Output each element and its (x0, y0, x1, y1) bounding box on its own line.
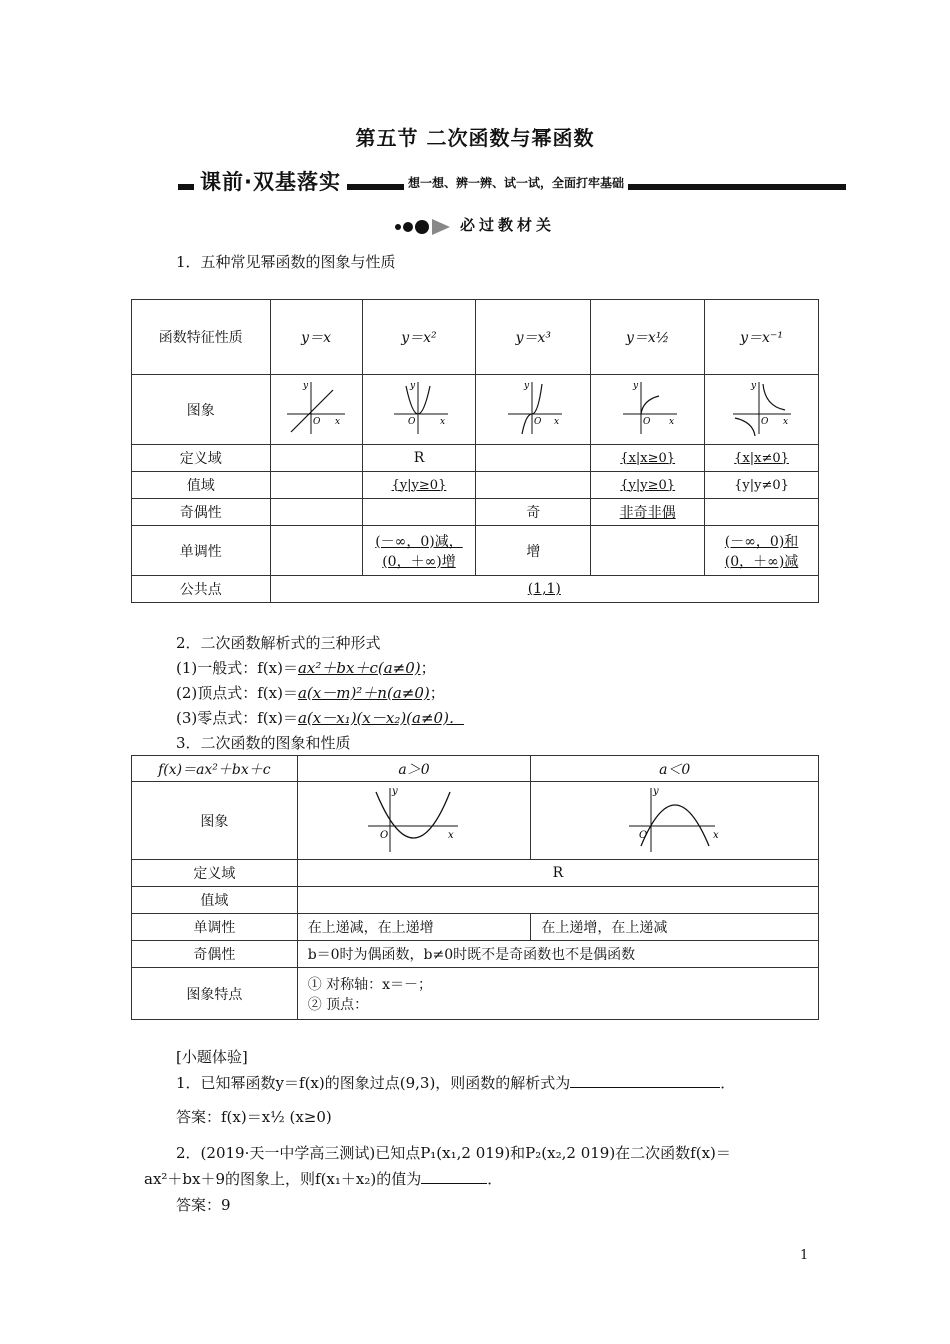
row-label-domain: 定义域 (132, 445, 271, 472)
svg-text:O: O (642, 416, 651, 427)
svg-text:y: y (409, 380, 416, 391)
svg-text:x: x (439, 416, 446, 427)
svg-text:y: y (303, 380, 309, 391)
form-general: (1)一般式：f(x)＝ax²＋bx＋c(a≠0)； (176, 659, 436, 677)
quad-domain-label: 定义域 (132, 860, 298, 887)
quad-range-value (297, 887, 818, 914)
parity-x2 (362, 499, 476, 526)
graph-hyperbola (727, 378, 797, 438)
mono-x2-line1: (－∞，0)减， (375, 533, 463, 550)
quadratic-table (131, 755, 819, 1020)
question-2-line2: ax²＋bx＋9的图象上，则f(x₁＋x₂)的值为 ． (144, 1170, 503, 1188)
row-label-parity: 奇偶性 (132, 499, 271, 526)
svg-text:O: O (638, 829, 647, 841)
col-a-pos: a＞0 (297, 756, 531, 782)
mono-x2 (362, 526, 476, 576)
svg-text:O: O (534, 416, 542, 427)
svg-text:x: x (335, 416, 341, 427)
graph-sqrt-curve (613, 378, 683, 438)
mono-inv (705, 526, 819, 576)
domain-x2: R (362, 445, 476, 472)
range-x (270, 472, 362, 499)
quad-range-label: 值域 (132, 887, 298, 914)
domain-x (270, 445, 362, 472)
feature-vertex: ② 顶点： (307, 996, 369, 1013)
func-inv: y＝x⁻¹ (705, 300, 819, 375)
common-point: (1,1) (270, 576, 818, 603)
domain-sqrt: {x|x≥0} (591, 445, 705, 472)
svg-text:y: y (652, 785, 659, 797)
svg-text:y: y (750, 380, 756, 391)
mono-sqrt (591, 526, 705, 576)
range-sqrt: {y|y≥0} (591, 472, 705, 499)
quad-parity-value: b＝0时为偶函数，b≠0时既不是奇函数也不是偶函数 (297, 941, 818, 968)
func-x2: y＝x² (362, 300, 476, 375)
graph-x (270, 375, 362, 445)
svg-text:O: O (407, 416, 416, 427)
svg-text:O: O (760, 416, 768, 427)
domain-inv: {x|x≠0} (705, 445, 819, 472)
q1-blank (570, 1087, 720, 1088)
item3-heading: 3．二次函数的图象和性质 (176, 734, 351, 752)
quad-graph-label: 图象 (132, 782, 298, 860)
banner-sub: 想一想、辨一辨、试一试，全面打牢基础 (404, 174, 628, 191)
graph-linear (281, 378, 351, 438)
graph-cubic (498, 378, 568, 438)
quad-mono-label: 单调性 (132, 914, 298, 941)
quad-parity-label: 奇偶性 (132, 941, 298, 968)
row-label-range: 值域 (132, 472, 271, 499)
parity-x (270, 499, 362, 526)
range-inv: {y|y≠0} (705, 472, 819, 499)
item1-heading: 1．五种常见幂函数的图象与性质 (176, 253, 396, 271)
page-title: 第五节 二次函数与幂函数 (355, 126, 595, 150)
graph-x3 (476, 375, 591, 445)
row-label-common: 公共点 (132, 576, 271, 603)
svg-text:O: O (313, 416, 321, 427)
quad-domain-value: R (297, 860, 818, 887)
row-label-mono: 单调性 (132, 526, 271, 576)
feature-axis: ① 对称轴：x＝－； (307, 976, 433, 993)
item2-heading: 2．二次函数解析式的三种形式 (176, 634, 381, 652)
graph-inv (705, 375, 819, 445)
form-vertex: (2)顶点式：f(x)＝a(x－m)²＋n(a≠0)； (176, 684, 445, 702)
graph-x2 (362, 375, 476, 445)
parity-inv (705, 499, 819, 526)
question-1: 1．已知幂函数y＝f(x)的图象过点(9,3)，则函数的解析式为 ． (176, 1074, 736, 1092)
quad-features-value (297, 968, 818, 1020)
graph-parabola (384, 378, 454, 438)
question-2-line1: 2．(2019·天一中学高三测试)已知点P₁(x₁,2 019)和P₂(x₂,2 019)在二次函数f(x)＝ (176, 1144, 731, 1162)
svg-text:x: x (668, 416, 674, 427)
row-label-graph: 图象 (132, 375, 271, 445)
quad-mono-pos: 在上递减，在上递增 (297, 914, 531, 941)
svg-text:y: y (632, 380, 638, 391)
page-number: 1 (800, 1248, 809, 1263)
mono-inv-line2: (0，＋∞)减 (724, 553, 799, 570)
col-a-neg: a＜0 (531, 756, 819, 782)
domain-x3 (476, 445, 591, 472)
quad-graph-neg (531, 782, 819, 860)
quad-mono-neg: 在上递增，在上递减 (531, 914, 819, 941)
section-label: 必过教材关 (460, 216, 556, 234)
func-sqrt: y＝x½ (591, 300, 705, 375)
dots-arrow-icon (392, 218, 458, 236)
svg-text:x: x (448, 829, 454, 841)
answer-2: 答案：9 (176, 1196, 231, 1214)
parabola-down (625, 784, 725, 854)
svg-text:y: y (392, 785, 398, 797)
parity-x3: 奇 (476, 499, 591, 526)
exercise-heading: [小题体验] (176, 1048, 248, 1066)
quad-header: f(x)＝ax²＋bx＋c (132, 756, 298, 782)
func-x: y＝x (270, 300, 362, 375)
q2-blank (421, 1183, 487, 1184)
func-x3: y＝x³ (476, 300, 591, 375)
banner-main: 课前·双基落实 (194, 166, 347, 196)
range-x3 (476, 472, 591, 499)
parity-sqrt: 非奇非偶 (591, 499, 705, 526)
svg-text:x: x (712, 829, 719, 841)
parabola-up (364, 784, 464, 854)
mono-x (270, 526, 362, 576)
svg-text:y: y (524, 380, 530, 391)
svg-text:x: x (782, 416, 788, 427)
mono-x2-line2: (0，＋∞)增 (382, 553, 456, 570)
svg-text:O: O (380, 829, 389, 841)
power-function-table (131, 299, 819, 603)
mono-inv-line1: (－∞，0)和 (724, 533, 799, 550)
mono-x3: 增 (476, 526, 591, 576)
answer-1: 答案：f(x)＝x½ (x≥0) (176, 1108, 332, 1126)
header-label: 函数特征性质 (132, 300, 271, 375)
section-banner (178, 168, 846, 194)
form-zero: (3)零点式：f(x)＝a(x－x₁)(x－x₂)(a≠0)． (176, 709, 464, 727)
quad-graph-pos (297, 782, 531, 860)
range-x2: {y|y≥0} (362, 472, 476, 499)
svg-text:x: x (554, 416, 560, 427)
quad-features-label: 图象特点 (132, 968, 298, 1020)
graph-sqrt (591, 375, 705, 445)
